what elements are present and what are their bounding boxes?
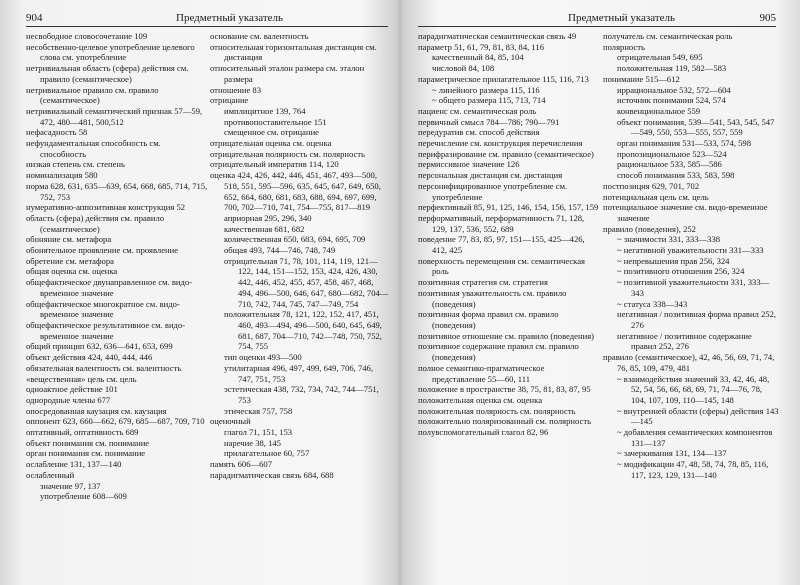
index-entry: «вещественная» цель см. цель [26, 373, 137, 384]
index-entry: правило (семантическое), 42, 46, 56, 69, 71, 74, 76, 85, 109, 479, 481 [603, 352, 775, 373]
index-entry: одноактное действие 101 [26, 384, 118, 395]
index-entry: нетривиальный семантический признак 57—59, 472, 480—481, 500,512 [26, 105, 203, 127]
index-entry: положительная 78, 121, 122, 152, 417, 451, 460, 493—494, 496—500, 640, 645, 649, 681, 687, 704—710, 742—748, 750, 752, 754, 755 [224, 309, 382, 352]
index-entry: положение в пространстве 38, 75, 81, 83, 87, 95 [418, 384, 591, 395]
index-entry: ~ добавления семантических компонентов 131—137 [617, 427, 773, 448]
index-entry: ~ модификации 47, 48, 58, 74, 78, 85, 116, 117, 123, 129, 131—140 [617, 459, 769, 480]
index-entry: оценочный [210, 416, 251, 427]
index-entry: поверхность перемещения см. семантическая роль [418, 255, 585, 277]
index-entry: прилагательное 60, 757 [224, 448, 310, 459]
index-entry: ~ позитивного отношения 256, 324 [617, 266, 745, 277]
index-entry: положительная оценка см. оценка [418, 394, 543, 405]
index-entry: понимание 515—612 [603, 73, 680, 84]
index-entry: номинализация 580 [26, 170, 98, 181]
index-entry: объект понимания см. понимание [26, 437, 150, 448]
left-page-header [26, 10, 388, 27]
index-entry: несвободное словосочетание 109 [26, 31, 148, 41]
index-entry: обязательная валентность см. валентность [26, 362, 182, 373]
index-entry: оптативный, оптативность 689 [26, 427, 139, 438]
index-entry: этическая 757, 758 [224, 405, 293, 416]
index-entry: относительный эталон размера см. эталон размера [210, 63, 365, 84]
index-entry: позитивная форма правил см. правило (поведения) [418, 309, 559, 330]
index-entry: полувспомогательный глагол 82, 96 [418, 427, 549, 438]
index-entry: ослабленный [26, 469, 75, 480]
index-entry: смещенное см. отрицание [224, 127, 319, 138]
index-entry: конвенциональное 559 [617, 105, 701, 116]
index-entry: ~ статуса 338—343 [617, 298, 688, 309]
index-entry: объект понимания, 539—541, 543, 545, 547—549, 550, 553—555, 557, 559 [617, 116, 775, 138]
index-entry: опосредованная каузация см. каузация [26, 405, 167, 416]
index-entry: общая оценка см. оценка [26, 266, 118, 277]
index-entry: нетривиальная область (сфера) действия см. правило (семантическое) [26, 63, 189, 84]
index-entry: рациональное 533, 585—586 [617, 159, 722, 170]
index-entry: память 606—607 [210, 459, 273, 470]
index-entry: ~ зачеркивания 131, 134—137 [617, 448, 727, 459]
index-entry: пермиссивное значение 126 [418, 159, 520, 170]
index-entry: качественная 681, 682 [224, 223, 305, 234]
index-entry: полное семантико-прагматическое представление 55—60, 111 [418, 362, 545, 384]
index-entry: имплицитное 139, 764 [224, 105, 306, 116]
index-entry: отношение 83 [210, 84, 262, 95]
index-entry: общефактическое результативное см. видо-временное значение [26, 319, 186, 341]
index-column [603, 31, 779, 481]
index-entry: парадигматическая семантическая связь 49 [418, 31, 577, 41]
index-entry: ~ позитивной уважительности 331, 333—343 [617, 277, 770, 298]
index-entry: отрицательный императив 114, 120 [210, 159, 339, 170]
index-entry: низкая степень см. степень [26, 159, 125, 170]
index-entry: позитивная стратегия см. стратегия [418, 277, 548, 288]
index-entry: ~ негативной уважительности 331—333 [617, 245, 764, 256]
index-entry: персонифицированное употребление см. употребление [418, 180, 568, 202]
index-entry: положительно поляризованный см. полярность [418, 416, 592, 427]
running-title: Предметный указатель [176, 12, 284, 24]
index-entry: значение 97, 137 [40, 480, 101, 491]
index-entry: ~ линейного размера 115, 116 [432, 84, 540, 95]
index-entry: негативное / позитивное содержание правил 252, 276 [617, 330, 752, 352]
index-entry: отрицательная 71, 78, 101, 114, 119, 121—122, 144, 151—152, 153, 424, 426, 430, 442, 446, 452, 455, 457, 458, 467, 468, 494, 496—500, 646, 647, 680—682, 704—710, 742, 744, 745, 747—749, 754 [224, 255, 389, 309]
right-page-header [418, 10, 776, 27]
index-entry: утилитарная 496, 497, 499, 649, 706, 746, 747, 751, 753 [224, 362, 374, 384]
index-entry: несобственно-целевое употребление целевого слова см. употребление [26, 41, 195, 63]
index-entry: ~ внутренней области (сферы) действия 143—145 [617, 405, 779, 427]
index-entry: обонятельное проявление см. проявление [26, 245, 179, 256]
index-entry: пациенс см. семантическая роль [418, 105, 537, 116]
index-entry: поведение 77, 83, 85, 97, 151—155, 425—426, 412, 425 [418, 234, 585, 256]
index-entry: негативная / позитивная форма правил 252, 276 [617, 309, 777, 330]
index-entry: источник понимания 524, 574 [617, 95, 726, 106]
index-entry: постпозиция 629, 701, 702 [603, 180, 700, 191]
index-column [418, 31, 600, 438]
index-entry: объект действия 424, 440, 444, 446 [26, 352, 153, 363]
index-entry: орган понимания 531—533, 574, 598 [617, 138, 752, 149]
index-entry: наречие 38, 145 [224, 437, 281, 448]
index-entry: положительная полярность см. полярность [418, 405, 576, 416]
index-entry: иррациональное 532, 572—604 [617, 84, 731, 95]
index-entry: перифразирование см. правило (семантическое) [418, 148, 594, 159]
index-entry: область (сфера) действия см. правило (семантическое) [26, 212, 165, 234]
index-entry: тип оценки 493—500 [224, 352, 302, 363]
index-entry: отрицательная полярность см. полярность [210, 148, 365, 159]
index-entry: получатель см. семантическая роль [603, 31, 733, 41]
index-entry: потенциальная цель см. цель [603, 191, 709, 202]
index-entry: нефундаментальная способность см. способность [26, 138, 161, 159]
index-entry: параметрическое прилагательное 115, 116, 713 [418, 73, 589, 84]
index-entry: позитивная уважительность см. правило (поведения) [418, 287, 567, 309]
index-entry: ~ непревышения прав 256, 324 [617, 255, 730, 266]
index-entry: эстетическая 438, 732, 734, 742, 744—751, 753 [224, 384, 379, 405]
index-entry: полярность [603, 41, 645, 52]
index-entry: позитивное отношение см. правило (поведения) [418, 330, 595, 341]
index-entry: ~ общего размера 115, 713, 714 [432, 95, 546, 106]
index-entry: основание см. валентность [210, 31, 309, 41]
index-entry: парадигматическая связь 684, 688 [210, 469, 334, 480]
index-entry: обоняние см. метафора [26, 234, 112, 245]
index-entry: отрицательная 549, 695 [617, 52, 703, 63]
index-entry: правило (поведения), 252 [603, 223, 696, 234]
index-entry: перфективный 85, 91, 125, 146, 154, 156, 157, 159 [418, 202, 599, 213]
index-entry: норма 628, 631, 635—639, 654, 668, 685, 714, 715, 752, 753 [26, 180, 208, 202]
index-entry: употребление 608—609 [40, 491, 127, 502]
index-entry: оценка 424, 426, 442, 446, 451, 467, 493—500, 518, 551, 595—596, 635, 645, 647, 649, 650, 652, 664, 680, 681, 683, 688, 694, 697, 699, 700, 702—710, 741, 754—755, 817—819 [210, 170, 381, 213]
index-entry: общефактическое двунаправленное см. видо-временное значение [26, 277, 193, 298]
index-entry: отрицание [210, 95, 249, 106]
index-entry: нефасадность 58 [26, 127, 88, 138]
index-entry: нумеративно-аппозитивная конструкция 52 [26, 202, 186, 213]
index-entry: позитивное содержание правил см. правило (поведения) [418, 341, 579, 363]
index-entry: однородные члены 677 [26, 394, 111, 405]
index-entry: общий принцип 632, 636—641, 653, 699 [26, 341, 173, 352]
index-column [210, 31, 390, 481]
index-entry: пропозициональное 523—524 [617, 148, 727, 159]
index-entry: ослабление 131, 137—140 [26, 459, 122, 470]
index-entry: передуратив см. способ действия [418, 127, 540, 138]
index-entry: нетривиальное правило см. правило (семантическое) [26, 84, 159, 106]
index-entry: орган понимания см. понимание [26, 448, 146, 459]
index-entry: перечисление см. конструкция перечисления [418, 138, 583, 149]
index-entry: оппонент 623, 660—662, 679, 685—687, 709, 710 [26, 416, 205, 427]
index-entry: противопоставительное 151 [224, 116, 327, 127]
index-column [26, 31, 208, 502]
index-entry: параметр 51, 61, 79, 81, 83, 84, 116 [418, 41, 544, 52]
index-entry: ~ значимости 331, 333—338 [617, 234, 721, 245]
index-entry: персональная дистанция см. дистанция [418, 170, 563, 181]
index-entry: первичный смысл 784—786; 790—791 [418, 116, 560, 127]
index-entry: отрицательная оценка см. оценка [210, 138, 332, 149]
running-title: Предметный указатель [568, 12, 676, 24]
index-entry: перформативный, перформативность 71, 128, 129, 137, 536, 552, 689 [418, 212, 585, 234]
index-entry: способ понимания 533, 583, 598 [617, 170, 735, 181]
index-entry: ~ взаимодействия значений 33, 42, 46, 48, 52, 54, 56, 66, 68, 69, 71, 74—76, 78, 104, 107, 109, 110—145, 148 [617, 373, 770, 405]
index-entry: общефактическое многократное см. видо-временное значение [26, 298, 180, 320]
page-number: 904 [26, 12, 43, 24]
index-entry: качественный 84, 85, 104 [432, 52, 524, 63]
right-page [400, 0, 800, 585]
index-entry: количественная 650, 683, 694, 695, 709 [224, 234, 366, 245]
index-entry: относительная горизонтальная дистанция см. дистанция [210, 41, 377, 63]
index-entry: обретение см. метафора [26, 255, 114, 266]
index-entry: числовой 84, 108 [432, 63, 495, 74]
index-entry: положительная 119, 582—583 [617, 63, 727, 74]
index-entry: глагол 71, 151, 153 [224, 427, 293, 438]
index-entry: общая 493, 744—746, 748, 749 [224, 245, 336, 256]
index-entry: потенциальное значение см. видо-временное значение [603, 202, 768, 223]
index-entry: априорная 295, 296, 340 [224, 212, 312, 223]
page-number: 905 [759, 12, 776, 24]
